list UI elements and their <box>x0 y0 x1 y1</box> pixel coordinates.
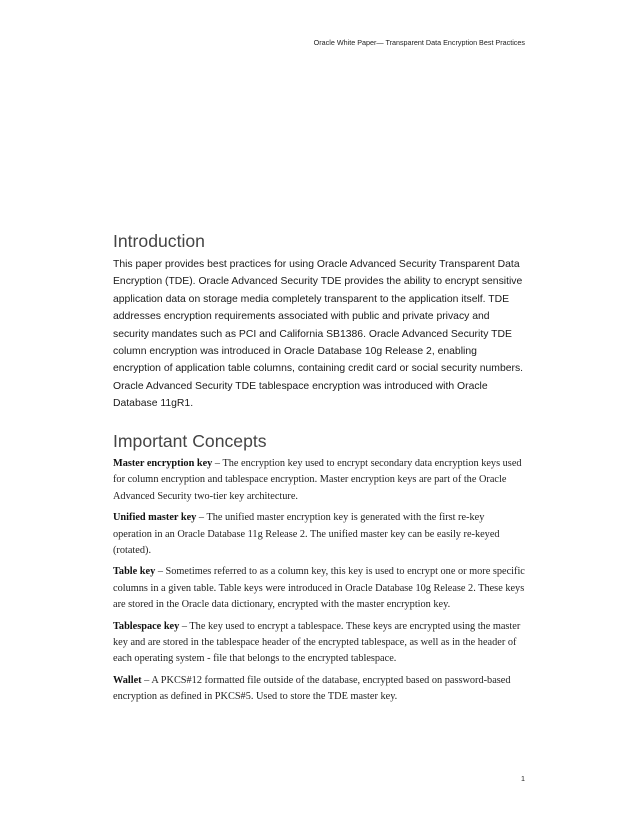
concept-term: Master encryption key <box>113 458 213 469</box>
concept-definition: – A PKCS#12 formatted file outside of the database, encrypted based on password-based encryption as defined in PKCS#5. Used to store the TDE master key. <box>113 674 511 703</box>
concept-unified-master-key <box>113 510 525 559</box>
concept-master-encryption-key <box>113 456 525 505</box>
important-concepts-heading: Important Concepts <box>113 431 267 451</box>
running-header: Oracle White Paper— Transparent Data Encryption Best Practices <box>313 38 525 47</box>
page-number: 1 <box>521 774 525 783</box>
introduction-section <box>113 230 525 413</box>
concept-term: Table key <box>113 566 156 578</box>
concept-tablespace-key <box>113 619 525 668</box>
introduction-body: This paper provides best practices for using Oracle Advanced Security Transparent Data Encryption (TDE). Oracle Advanced Security TDE provides the ability to encrypt sensitive application data on storage media completely transparent to the application itself. TDE addresses encryption requirements associated with public and private privacy and security mandates such as PCI and California SB1386. Oracle Advanced Security TDE column encryption was introduced in Oracle Database 10g Release 2, enabling encryption of application table columns, containing credit card or social security numbers. Oracle Advanced Security TDE tablespace encryption was introduced with Oracle Database 11gR1. <box>113 259 524 410</box>
concepts-list <box>113 456 525 706</box>
concept-wallet <box>113 673 525 706</box>
important-concepts-section <box>113 430 525 711</box>
introduction-heading: Introduction <box>113 231 205 251</box>
concept-definition: – The unified master encryption key is generated with the first re-key operation in an Oracle Database 11g Release 2. The unified master key can be easily re-keyed (rotated). <box>113 512 500 557</box>
concept-definition: – Sometimes referred to as a column key, this key is used to encrypt one or more specific columns in a given table. Table keys were introduced in Oracle Database 10g Release 2. These keys are stored in the Oracle data dictionary, encrypted with the master encryption key. <box>113 566 525 611</box>
concept-term: Wallet <box>113 674 142 686</box>
concept-table-key <box>113 564 525 613</box>
concept-term: Unified master key <box>113 512 197 524</box>
concept-definition: – The encryption key used to encrypt secondary data encryption keys used for column encryption and tablespace encryption. Master encryption keys are part of the Oracle Advanced Security two-tier key architecture. <box>113 458 522 502</box>
concept-definition: – The key used to encrypt a tablespace. These keys are encrypted using the master key and are stored in the tablespace header of the encrypted tablespace, as well as in the header of each operating system - file that belongs to the encrypted tablespace. <box>113 620 521 665</box>
concept-term: Tablespace key <box>113 620 180 632</box>
